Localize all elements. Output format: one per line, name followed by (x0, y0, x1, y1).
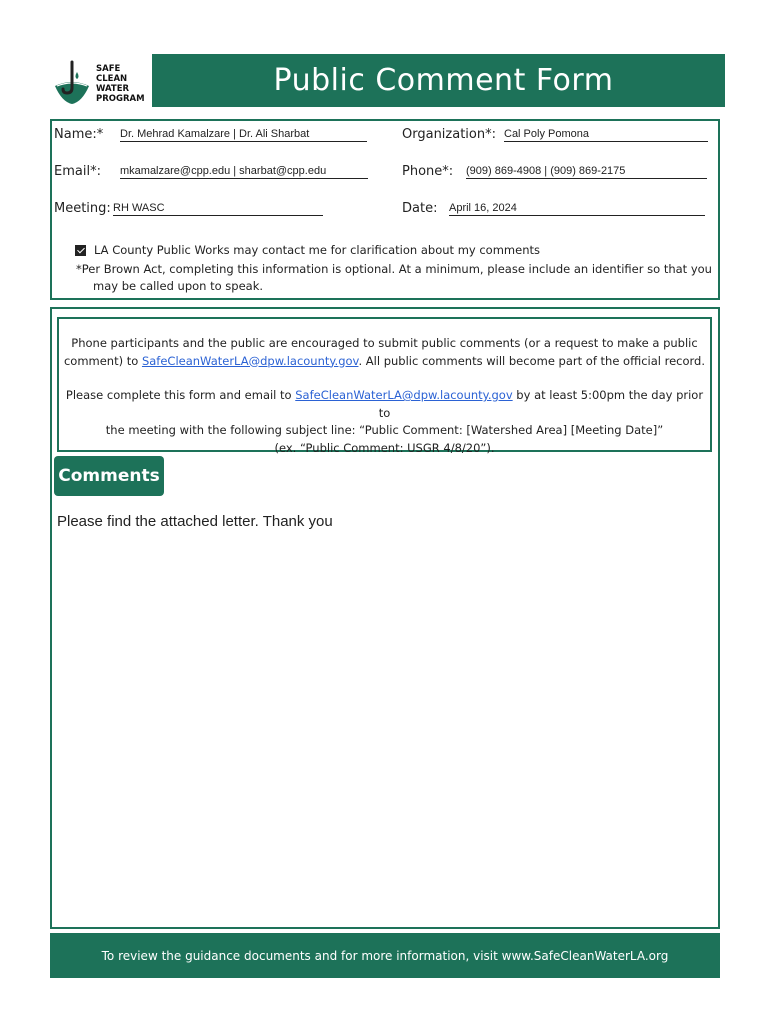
date-field[interactable]: April 16, 2024 (449, 202, 705, 216)
comments-text-area[interactable]: Please find the attached letter. Thank you (57, 513, 333, 530)
phone-label: Phone*: (402, 164, 454, 179)
email-field-row (54, 164, 368, 179)
email-link[interactable]: SafeCleanWaterLA@dpw.lacounty.gov (295, 388, 513, 402)
meeting-field[interactable]: RH WASC (113, 202, 323, 216)
date-field-row (402, 201, 705, 216)
logo-text: SAFE CLEAN WATER PROGRAM (96, 64, 145, 104)
date-label: Date: (402, 201, 438, 216)
organization-label: Organization*: (402, 127, 496, 142)
footer-banner (50, 933, 720, 978)
organization-field[interactable]: Cal Poly Pomona (504, 128, 708, 142)
brown-act-note: *Per Brown Act, completing this information is optional. At a minimum, please include an identifier so that you may be called upon to speak. (76, 262, 712, 293)
organization-field-row (402, 127, 708, 142)
email-link[interactable]: SafeCleanWaterLA@dpw.lacounty.gov (141, 353, 359, 368)
email-label: Email*: (54, 164, 101, 179)
meeting-label: Meeting: (54, 201, 111, 216)
comments-heading: Comments (54, 456, 164, 496)
name-field-row (54, 127, 367, 142)
phone-field[interactable]: (909) 869-4908 | (909) 869-2175 (466, 165, 707, 179)
page-title: Public Comment Form (273, 63, 614, 98)
footer-text: To review the guidance documents and for more information, visit www.SafeCleanWaterLA.org (101, 948, 669, 963)
submission-notice: Phone participants and the public are encouraged to submit public comments (or a request to make a public comment) to SafeCleanWaterLA@dpw.lacounty.gov. All public comments will become part of the official record. Please complete this form and email to SafeCleanWaterLA@dpw.lacounty.gov by at least 5:00pm the day prior to the meeting with the following subject line: “Public Comment: [Watershed Area] [Meeting Date]” (ex. “Public Comment: USGR 4/8/20”). (57, 317, 712, 452)
email-field[interactable]: mkamalzare@cpp.edu | sharbat@cpp.edu (120, 165, 368, 179)
consent-label: LA County Public Works may contact me for clarification about my comments (94, 243, 540, 257)
title-banner (152, 54, 725, 107)
name-label: Name:* (54, 127, 104, 142)
name-field[interactable]: Dr. Mehrad Kamalzare | Dr. Ali Sharbat (120, 128, 367, 142)
consent-checkbox[interactable] (75, 245, 86, 256)
meeting-field-row (54, 201, 323, 216)
phone-field-row (402, 164, 707, 179)
consent-row (75, 243, 540, 257)
